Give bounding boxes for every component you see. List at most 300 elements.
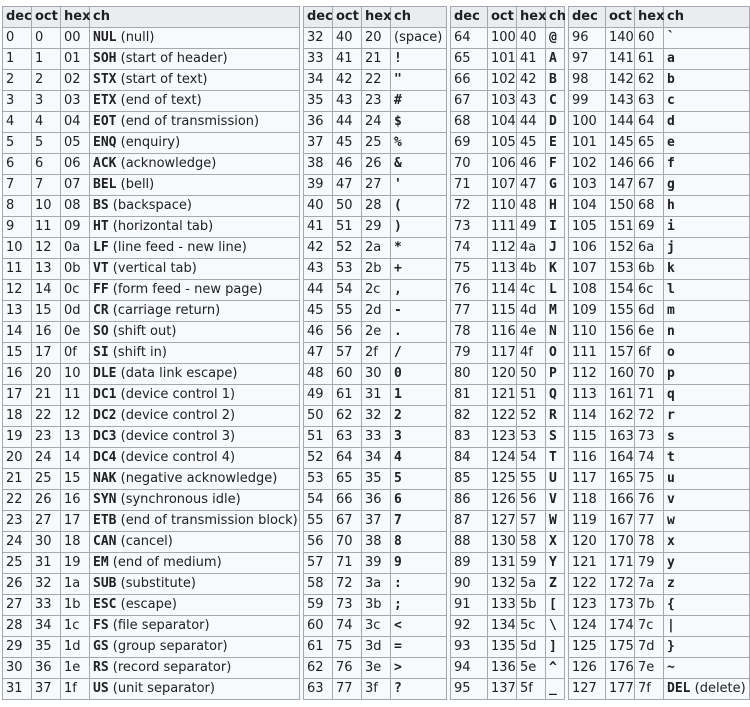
char-description: (shift out) bbox=[108, 324, 177, 339]
dec-cell: 116 bbox=[569, 448, 606, 469]
table-row bbox=[3, 553, 750, 574]
hex-cell: 77 bbox=[635, 511, 664, 532]
column-header-hex: hex bbox=[517, 7, 546, 28]
char-code: { bbox=[667, 597, 675, 612]
hex-cell: 14 bbox=[61, 448, 90, 469]
hex-cell: 43 bbox=[517, 91, 546, 112]
oct-cell: 153 bbox=[606, 259, 635, 280]
char-cell bbox=[90, 679, 300, 700]
hex-cell: 11 bbox=[61, 385, 90, 406]
char-cell bbox=[664, 469, 750, 490]
oct-cell: 161 bbox=[606, 385, 635, 406]
dec-cell: 33 bbox=[304, 49, 333, 70]
char-cell bbox=[664, 49, 750, 70]
hex-cell: 67 bbox=[635, 175, 664, 196]
dec-cell: 20 bbox=[3, 448, 32, 469]
char-cell bbox=[664, 70, 750, 91]
dec-cell: 93 bbox=[451, 637, 488, 658]
char-cell bbox=[664, 574, 750, 595]
char-cell bbox=[391, 469, 447, 490]
oct-cell: 112 bbox=[488, 238, 517, 259]
column-header-oct: oct bbox=[606, 7, 635, 28]
dec-cell: 118 bbox=[569, 490, 606, 511]
char-description: (negative acknowledge) bbox=[116, 471, 278, 486]
dec-cell: 15 bbox=[3, 343, 32, 364]
char-code: @ bbox=[549, 30, 557, 45]
char-code: HT bbox=[93, 219, 109, 234]
oct-cell: 136 bbox=[488, 658, 517, 679]
column-header-ch: ch bbox=[546, 7, 565, 28]
hex-cell: 5e bbox=[517, 658, 546, 679]
oct-cell: 54 bbox=[333, 280, 362, 301]
char-code: VT bbox=[93, 261, 109, 276]
char-code: 2 bbox=[394, 408, 402, 423]
dec-cell: 91 bbox=[451, 595, 488, 616]
hex-cell: 4c bbox=[517, 280, 546, 301]
hex-cell: 2e bbox=[362, 322, 391, 343]
char-code: L bbox=[549, 282, 557, 297]
char-code: E bbox=[549, 135, 557, 150]
oct-cell: 146 bbox=[606, 154, 635, 175]
char-code: X bbox=[549, 534, 557, 549]
oct-cell: 66 bbox=[333, 490, 362, 511]
oct-cell: 25 bbox=[32, 469, 61, 490]
hex-cell: 73 bbox=[635, 427, 664, 448]
char-code: GS bbox=[93, 639, 109, 654]
table-row bbox=[3, 511, 750, 532]
hex-cell: 41 bbox=[517, 49, 546, 70]
hex-cell: 0f bbox=[61, 343, 90, 364]
table-row bbox=[3, 196, 750, 217]
char-description: (data link escape) bbox=[116, 366, 238, 381]
char-code: ] bbox=[549, 639, 557, 654]
table-row bbox=[3, 217, 750, 238]
char-description: (bell) bbox=[116, 177, 155, 192]
char-cell bbox=[664, 448, 750, 469]
dec-cell: 119 bbox=[569, 511, 606, 532]
dec-cell: 113 bbox=[569, 385, 606, 406]
char-cell bbox=[391, 616, 447, 637]
char-cell bbox=[391, 679, 447, 700]
char-code: , bbox=[394, 282, 402, 297]
char-code: l bbox=[667, 282, 675, 297]
char-description: (cancel) bbox=[116, 534, 173, 549]
dec-cell: 70 bbox=[451, 154, 488, 175]
header-row bbox=[3, 7, 750, 28]
oct-cell: 36 bbox=[32, 658, 61, 679]
oct-cell: 3 bbox=[32, 91, 61, 112]
char-cell bbox=[391, 553, 447, 574]
oct-cell: 22 bbox=[32, 406, 61, 427]
dec-cell: 55 bbox=[304, 511, 333, 532]
hex-cell: 2a bbox=[362, 238, 391, 259]
hex-cell: 02 bbox=[61, 70, 90, 91]
dec-cell: 29 bbox=[3, 637, 32, 658]
hex-cell: 5a bbox=[517, 574, 546, 595]
hex-cell: 0a bbox=[61, 238, 90, 259]
oct-cell: 100 bbox=[488, 28, 517, 49]
dec-cell: 27 bbox=[3, 595, 32, 616]
oct-cell: 11 bbox=[32, 217, 61, 238]
char-code: SYN bbox=[93, 492, 117, 507]
char-cell bbox=[546, 70, 565, 91]
hex-cell: 3d bbox=[362, 637, 391, 658]
dec-cell: 78 bbox=[451, 322, 488, 343]
dec-cell: 123 bbox=[569, 595, 606, 616]
oct-cell: 126 bbox=[488, 490, 517, 511]
char-cell bbox=[391, 217, 447, 238]
column-header-hex: hex bbox=[362, 7, 391, 28]
hex-cell: 07 bbox=[61, 175, 90, 196]
dec-cell: 68 bbox=[451, 112, 488, 133]
char-description: (end of medium) bbox=[108, 555, 222, 570]
char-cell bbox=[546, 574, 565, 595]
hex-cell: 35 bbox=[362, 469, 391, 490]
char-code: 5 bbox=[394, 471, 402, 486]
char-cell bbox=[664, 490, 750, 511]
dec-cell: 117 bbox=[569, 469, 606, 490]
oct-cell: 131 bbox=[488, 553, 517, 574]
dec-cell: 28 bbox=[3, 616, 32, 637]
oct-cell: 134 bbox=[488, 616, 517, 637]
char-cell bbox=[546, 28, 565, 49]
oct-cell: 63 bbox=[333, 427, 362, 448]
hex-cell: 40 bbox=[517, 28, 546, 49]
oct-cell: 160 bbox=[606, 364, 635, 385]
char-code: : bbox=[394, 576, 402, 591]
char-cell bbox=[664, 406, 750, 427]
char-code: ; bbox=[394, 597, 402, 612]
hex-cell: 4b bbox=[517, 259, 546, 280]
dec-cell: 81 bbox=[451, 385, 488, 406]
hex-cell: 16 bbox=[61, 490, 90, 511]
oct-cell: 31 bbox=[32, 553, 61, 574]
oct-cell: 26 bbox=[32, 490, 61, 511]
oct-cell: 111 bbox=[488, 217, 517, 238]
column-header-dec: dec bbox=[3, 7, 32, 28]
oct-cell: 43 bbox=[333, 91, 362, 112]
char-description: (device control 4) bbox=[116, 450, 236, 465]
char-cell bbox=[90, 385, 300, 406]
oct-cell: 16 bbox=[32, 322, 61, 343]
hex-cell: 1a bbox=[61, 574, 90, 595]
char-cell bbox=[664, 301, 750, 322]
char-description: (acknowledge) bbox=[116, 156, 217, 171]
char-cell bbox=[391, 133, 447, 154]
oct-cell: 114 bbox=[488, 280, 517, 301]
char-cell bbox=[391, 364, 447, 385]
dec-cell: 54 bbox=[304, 490, 333, 511]
dec-cell: 30 bbox=[3, 658, 32, 679]
char-code: 8 bbox=[394, 534, 402, 549]
oct-cell: 156 bbox=[606, 322, 635, 343]
char-cell bbox=[90, 91, 300, 112]
dec-cell: 97 bbox=[569, 49, 606, 70]
table-row bbox=[3, 679, 750, 700]
char-cell bbox=[90, 532, 300, 553]
dec-cell: 127 bbox=[569, 679, 606, 700]
table-row bbox=[3, 469, 750, 490]
oct-cell: 117 bbox=[488, 343, 517, 364]
char-description: (backspace) bbox=[108, 198, 192, 213]
char-cell bbox=[90, 280, 300, 301]
dec-cell: 92 bbox=[451, 616, 488, 637]
char-cell bbox=[546, 196, 565, 217]
char-code: Z bbox=[549, 576, 557, 591]
hex-cell: 34 bbox=[362, 448, 391, 469]
hex-cell: 45 bbox=[517, 133, 546, 154]
oct-cell: 123 bbox=[488, 427, 517, 448]
hex-cell: 7c bbox=[635, 616, 664, 637]
char-cell bbox=[546, 322, 565, 343]
table-row bbox=[3, 343, 750, 364]
char-cell bbox=[90, 490, 300, 511]
char-cell bbox=[90, 574, 300, 595]
dec-cell: 17 bbox=[3, 385, 32, 406]
dec-cell: 6 bbox=[3, 154, 32, 175]
dec-cell: 89 bbox=[451, 553, 488, 574]
char-cell bbox=[391, 70, 447, 91]
char-code: " bbox=[394, 72, 402, 87]
char-description: (file separator) bbox=[108, 618, 210, 633]
char-cell bbox=[90, 637, 300, 658]
hex-cell: 13 bbox=[61, 427, 90, 448]
dec-cell: 3 bbox=[3, 91, 32, 112]
char-cell bbox=[391, 343, 447, 364]
table-row bbox=[3, 448, 750, 469]
hex-cell: 39 bbox=[362, 553, 391, 574]
hex-cell: 03 bbox=[61, 91, 90, 112]
char-cell bbox=[546, 301, 565, 322]
char-description: (record separator) bbox=[108, 660, 232, 675]
dec-cell: 24 bbox=[3, 532, 32, 553]
oct-cell: 130 bbox=[488, 532, 517, 553]
char-cell bbox=[90, 112, 300, 133]
char-code: a bbox=[667, 51, 675, 66]
hex-cell: 1c bbox=[61, 616, 90, 637]
dec-cell: 105 bbox=[569, 217, 606, 238]
dec-cell: 69 bbox=[451, 133, 488, 154]
char-code: O bbox=[549, 345, 557, 360]
oct-cell: 152 bbox=[606, 238, 635, 259]
dec-cell: 5 bbox=[3, 133, 32, 154]
oct-cell: 103 bbox=[488, 91, 517, 112]
oct-cell: 102 bbox=[488, 70, 517, 91]
hex-cell: 22 bbox=[362, 70, 391, 91]
char-description: (horizontal tab) bbox=[108, 219, 214, 234]
char-cell bbox=[90, 448, 300, 469]
oct-cell: 6 bbox=[32, 154, 61, 175]
oct-cell: 35 bbox=[32, 637, 61, 658]
column-header-ch: ch bbox=[90, 7, 300, 28]
char-cell bbox=[664, 154, 750, 175]
dec-cell: 52 bbox=[304, 448, 333, 469]
char-description: (carriage return) bbox=[108, 303, 221, 318]
dec-cell: 63 bbox=[304, 679, 333, 700]
char-code: NUL bbox=[93, 30, 117, 45]
char-description: (form feed - new page) bbox=[108, 282, 263, 297]
hex-cell: 1f bbox=[61, 679, 90, 700]
dec-cell: 53 bbox=[304, 469, 333, 490]
oct-cell: 40 bbox=[333, 28, 362, 49]
dec-cell: 43 bbox=[304, 259, 333, 280]
char-cell bbox=[391, 511, 447, 532]
dec-cell: 60 bbox=[304, 616, 333, 637]
oct-cell: 75 bbox=[333, 637, 362, 658]
char-code: DC3 bbox=[93, 429, 117, 444]
dec-cell: 112 bbox=[569, 364, 606, 385]
ascii-table bbox=[2, 6, 750, 700]
hex-cell: 54 bbox=[517, 448, 546, 469]
char-code: H bbox=[549, 198, 557, 213]
char-cell bbox=[664, 553, 750, 574]
char-cell bbox=[391, 91, 447, 112]
table-row bbox=[3, 112, 750, 133]
dec-cell: 0 bbox=[3, 28, 32, 49]
char-cell bbox=[664, 616, 750, 637]
char-code: & bbox=[394, 156, 402, 171]
char-code: B bbox=[549, 72, 557, 87]
hex-cell: 72 bbox=[635, 406, 664, 427]
char-cell bbox=[664, 511, 750, 532]
column-header-oct: oct bbox=[333, 7, 362, 28]
oct-cell: 12 bbox=[32, 238, 61, 259]
char-code: y bbox=[667, 555, 675, 570]
char-cell bbox=[546, 175, 565, 196]
oct-cell: 27 bbox=[32, 511, 61, 532]
oct-cell: 33 bbox=[32, 595, 61, 616]
char-cell bbox=[391, 406, 447, 427]
dec-cell: 61 bbox=[304, 637, 333, 658]
oct-cell: 133 bbox=[488, 595, 517, 616]
char-description: (enquiry) bbox=[116, 135, 181, 150]
hex-cell: 20 bbox=[362, 28, 391, 49]
oct-cell: 13 bbox=[32, 259, 61, 280]
table-row bbox=[3, 574, 750, 595]
char-cell bbox=[546, 133, 565, 154]
char-code: P bbox=[549, 366, 557, 381]
char-code: j bbox=[667, 240, 675, 255]
oct-cell: 174 bbox=[606, 616, 635, 637]
char-cell bbox=[391, 175, 447, 196]
dec-cell: 82 bbox=[451, 406, 488, 427]
oct-cell: 124 bbox=[488, 448, 517, 469]
hex-cell: 3c bbox=[362, 616, 391, 637]
char-description: (line feed - new line) bbox=[108, 240, 247, 255]
hex-cell: 53 bbox=[517, 427, 546, 448]
char-cell bbox=[90, 28, 300, 49]
oct-cell: 147 bbox=[606, 175, 635, 196]
oct-cell: 20 bbox=[32, 364, 61, 385]
char-code: = bbox=[394, 639, 402, 654]
char-code: ! bbox=[394, 51, 402, 66]
dec-cell: 121 bbox=[569, 553, 606, 574]
oct-cell: 5 bbox=[32, 133, 61, 154]
char-cell bbox=[546, 511, 565, 532]
oct-cell: 53 bbox=[333, 259, 362, 280]
dec-cell: 94 bbox=[451, 658, 488, 679]
dec-cell: 35 bbox=[304, 91, 333, 112]
oct-cell: 76 bbox=[333, 658, 362, 679]
hex-cell: 7d bbox=[635, 637, 664, 658]
char-description: (end of transmission block) bbox=[116, 513, 298, 528]
dec-cell: 45 bbox=[304, 301, 333, 322]
table-row bbox=[3, 280, 750, 301]
oct-cell: 141 bbox=[606, 49, 635, 70]
dec-cell: 39 bbox=[304, 175, 333, 196]
table-row bbox=[3, 322, 750, 343]
char-cell bbox=[546, 238, 565, 259]
dec-cell: 104 bbox=[569, 196, 606, 217]
char-cell bbox=[90, 616, 300, 637]
oct-cell: 42 bbox=[333, 70, 362, 91]
char-code: | bbox=[667, 618, 675, 633]
char-cell bbox=[90, 406, 300, 427]
dec-cell: 125 bbox=[569, 637, 606, 658]
oct-cell: 170 bbox=[606, 532, 635, 553]
dec-cell: 47 bbox=[304, 343, 333, 364]
oct-cell: 157 bbox=[606, 343, 635, 364]
char-code: ~ bbox=[667, 660, 675, 675]
char-code: Y bbox=[549, 555, 557, 570]
dec-cell: 58 bbox=[304, 574, 333, 595]
table-row bbox=[3, 28, 750, 49]
hex-cell: 2f bbox=[362, 343, 391, 364]
char-code: N bbox=[549, 324, 557, 339]
hex-cell: 66 bbox=[635, 154, 664, 175]
oct-cell: 17 bbox=[32, 343, 61, 364]
dec-cell: 106 bbox=[569, 238, 606, 259]
hex-cell: 63 bbox=[635, 91, 664, 112]
dec-cell: 96 bbox=[569, 28, 606, 49]
char-code: DLE bbox=[93, 366, 117, 381]
char-cell bbox=[664, 427, 750, 448]
dec-cell: 71 bbox=[451, 175, 488, 196]
oct-cell: 21 bbox=[32, 385, 61, 406]
hex-cell: 5d bbox=[517, 637, 546, 658]
char-code: RS bbox=[93, 660, 109, 675]
oct-cell: 104 bbox=[488, 112, 517, 133]
table-row bbox=[3, 91, 750, 112]
oct-cell: 110 bbox=[488, 196, 517, 217]
oct-cell: 74 bbox=[333, 616, 362, 637]
char-code: 6 bbox=[394, 492, 402, 507]
hex-cell: 32 bbox=[362, 406, 391, 427]
char-cell bbox=[546, 154, 565, 175]
hex-cell: 0e bbox=[61, 322, 90, 343]
char-code: CR bbox=[93, 303, 109, 318]
hex-cell: 68 bbox=[635, 196, 664, 217]
char-cell bbox=[391, 427, 447, 448]
oct-cell: 171 bbox=[606, 553, 635, 574]
hex-cell: 7f bbox=[635, 679, 664, 700]
hex-cell: 46 bbox=[517, 154, 546, 175]
char-code: M bbox=[549, 303, 557, 318]
dec-cell: 83 bbox=[451, 427, 488, 448]
dec-cell: 76 bbox=[451, 280, 488, 301]
oct-cell: 47 bbox=[333, 175, 362, 196]
char-code: h bbox=[667, 198, 675, 213]
char-cell bbox=[664, 133, 750, 154]
char-code: > bbox=[394, 660, 402, 675]
char-code: } bbox=[667, 639, 675, 654]
hex-cell: 33 bbox=[362, 427, 391, 448]
hex-cell: 6c bbox=[635, 280, 664, 301]
hex-cell: 09 bbox=[61, 217, 90, 238]
char-cell bbox=[546, 364, 565, 385]
dec-cell: 74 bbox=[451, 238, 488, 259]
hex-cell: 0b bbox=[61, 259, 90, 280]
